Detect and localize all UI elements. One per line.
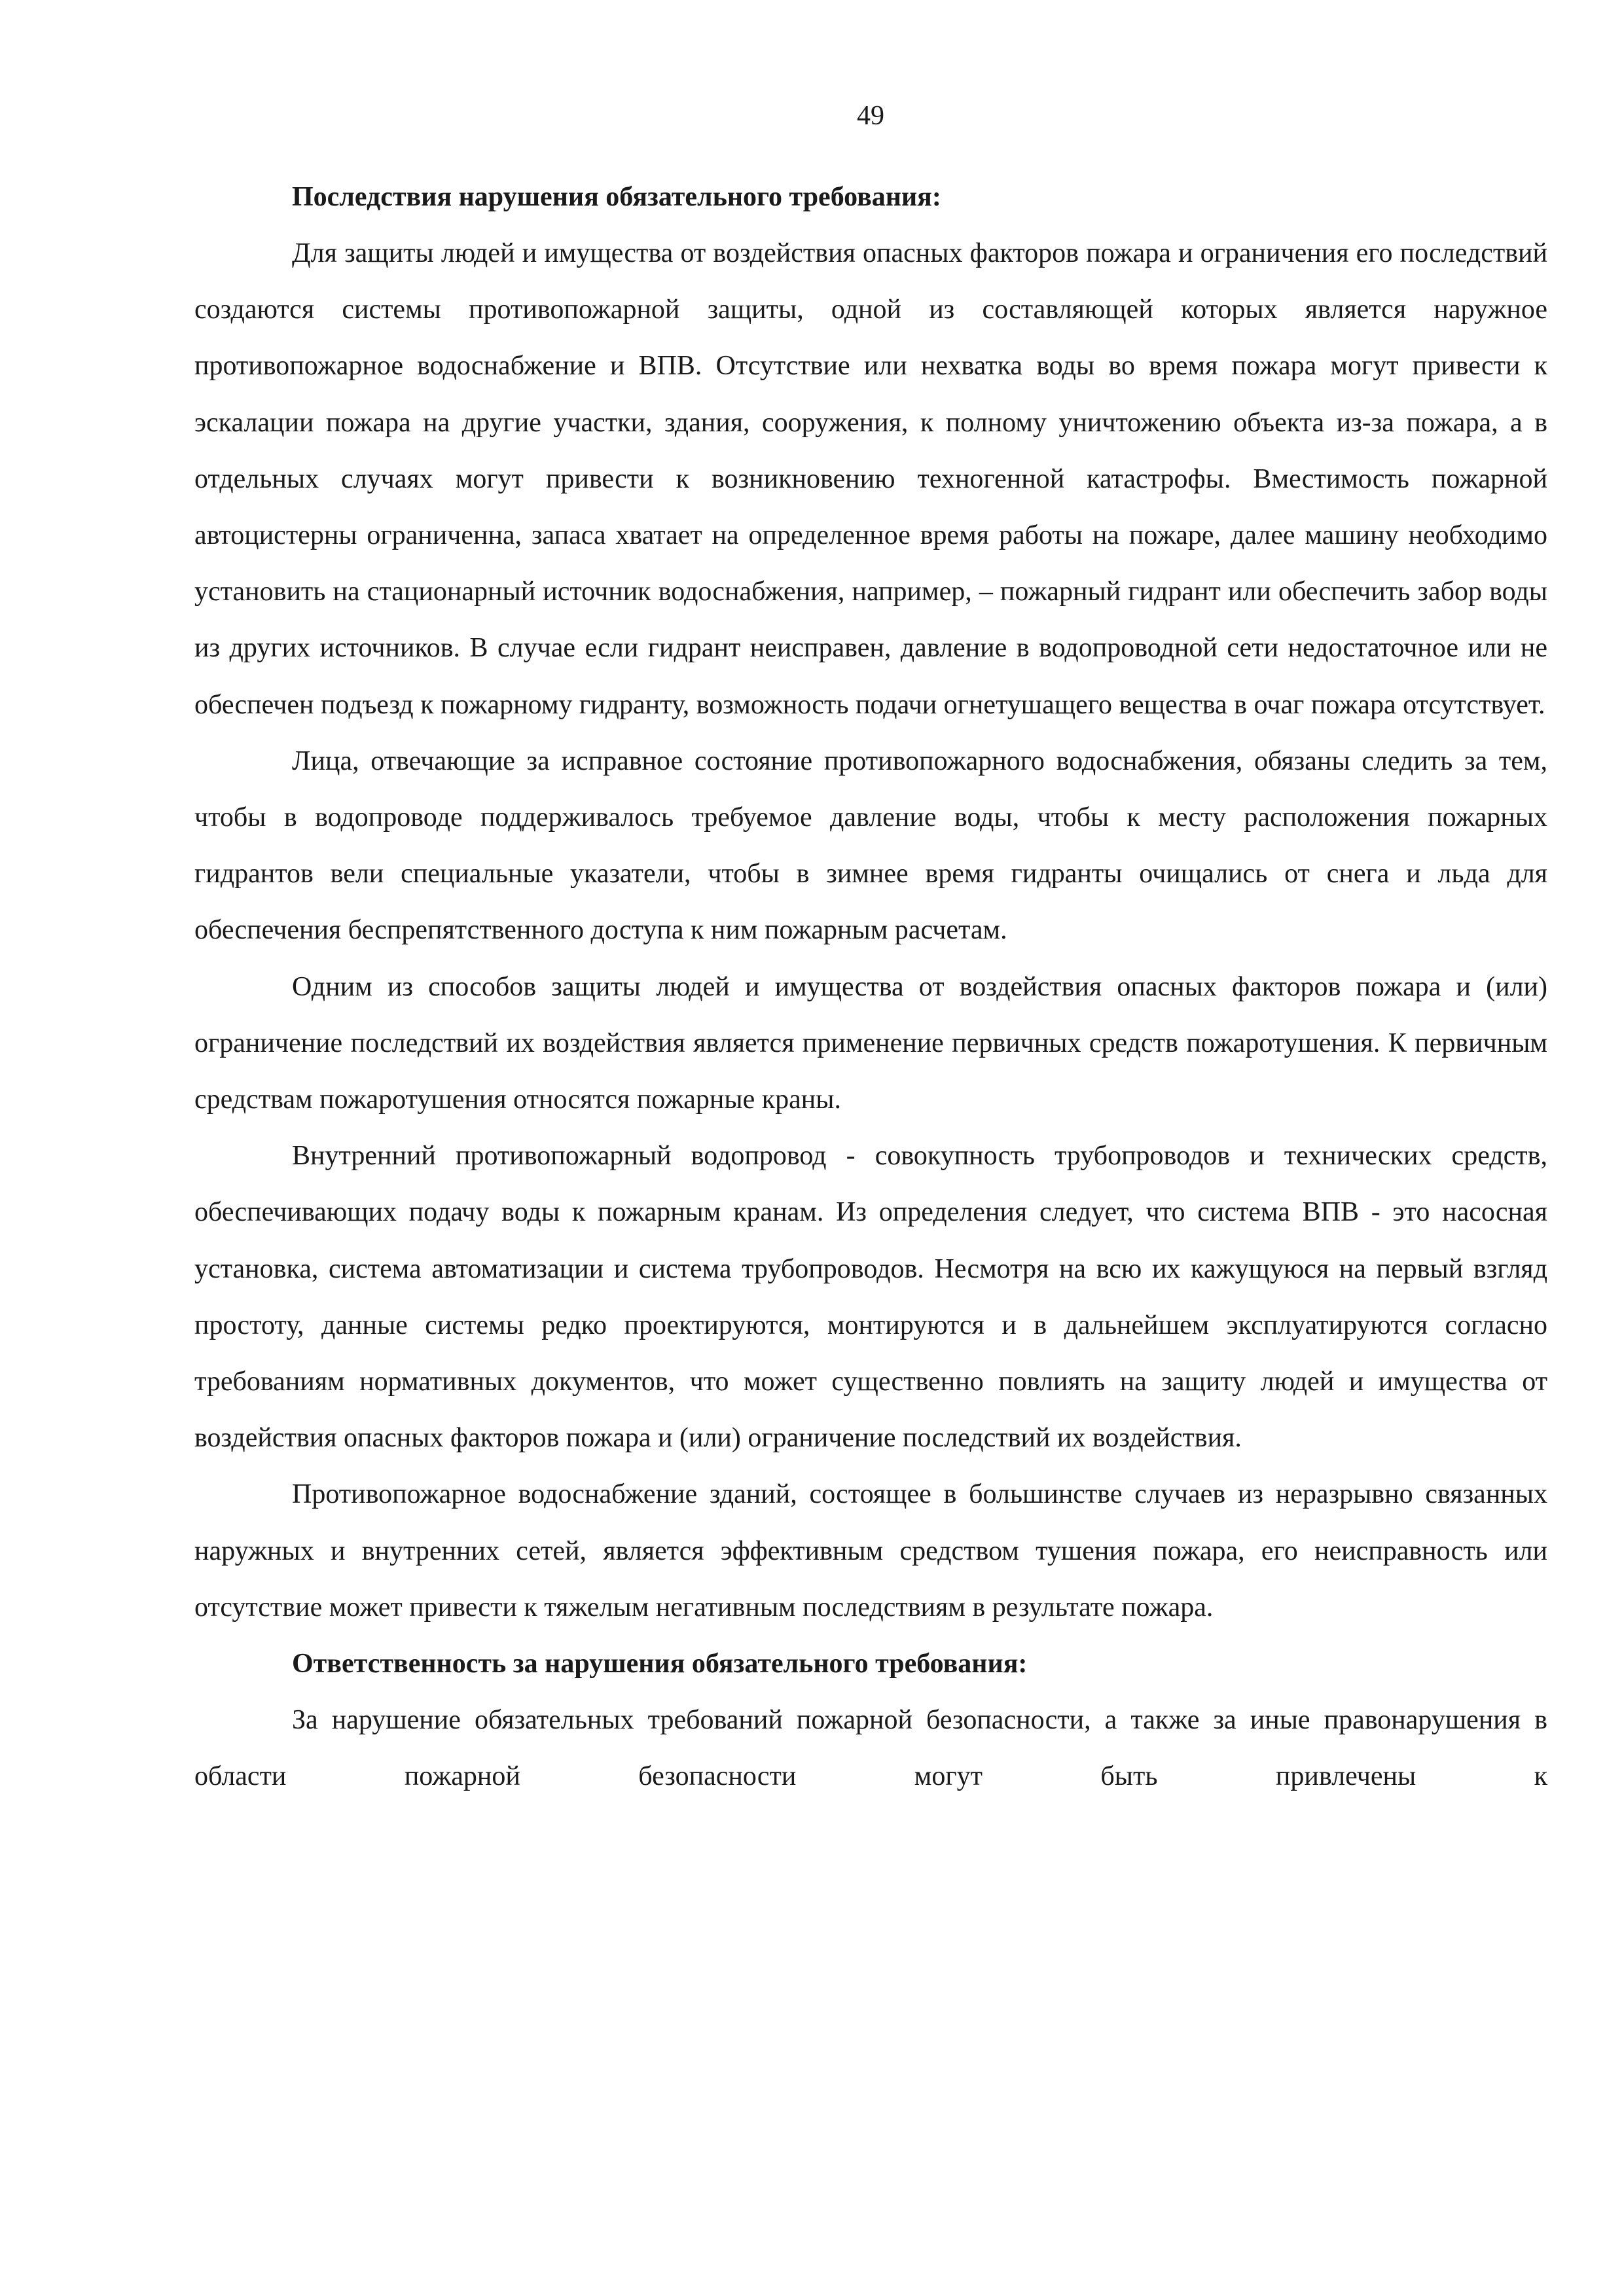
paragraph: Одним из способов защиты людей и имущества от воздействия опасных факторов пожара и (или) ограничение последствий их воздействия является применение первичных средств пожаротушения. К первичным средствам пожаротушения относятся пожарные краны. bbox=[194, 971, 1547, 1115]
paragraph: Для защиты людей и имущества от воздействия опасных факторов пожара и ограничения его последствий создаются системы противопожарной защиты, одной из составляющей которых является наружное противопожарное водоснабжение и ВПВ. Отсутствие или нехватка воды во время пожара могут привести к эскалации пожара на другие участки, здания, сооружения, к полному уничтожению объекта из-за пожара, а в отдельных случаях могут привести к возникновению техногенной катастрофы. Вместимость пожарной автоцистерны ограниченна, запаса хватает на определенное время работы на пожаре, далее машину необходимо установить на стационарный источник водоснабжения, например, – пожарный гидрант или обеспечить забор воды из других источников. В случае если гидрант неисправен, давление в водопроводной сети недостаточное или не обеспечен подъезд к пожарному гидранту, возможность подачи огнетушащего вещества в очаг пожара отсутствует. bbox=[194, 238, 1547, 720]
section-heading-consequences: Последствия нарушения обязательного требования: bbox=[292, 182, 941, 212]
page-number: 49 bbox=[857, 101, 884, 131]
paragraph: Противопожарное водоснабжение зданий, состоящее в большинстве случаев из неразрывно связанных наружных и внутренних сетей, является эффективным средством тушения пожара, его неисправность или отсутствие может привести к тяжелым негативным последствиям в результате пожара. bbox=[194, 1479, 1547, 1623]
document-body bbox=[194, 169, 1547, 1804]
section-heading-responsibility: Ответственность за нарушения обязательного требования: bbox=[292, 1649, 1028, 1679]
paragraph: За нарушение обязательных требований пожарной безопасности, а также за иные правонарушения в области пожарной безопасности могут быть привлечены к bbox=[194, 1705, 1547, 1792]
paragraph: Внутренний противопожарный водопровод - совокупность трубопроводов и технических средств, обеспечивающих подачу воды к пожарным кранам. Из определения следует, что система ВПВ - это насосная установка, система автоматизации и система трубопроводов. Несмотря на всю их кажущуюся на первый взгляд простоту, данные системы редко проектируются, монтируются и в дальнейшем эксплуатируются согласно требованиям нормативных документов, что может существенно повлиять на защиту людей и имущества от воздействия опасных факторов пожара и (или) ограничение последствий их воздействия. bbox=[194, 1141, 1547, 1454]
paragraph: Лица, отвечающие за исправное состояние противопожарного водоснабжения, обязаны следить за тем, чтобы в водопроводе поддерживалось требуемое давление воды, чтобы к месту расположения пожарных гидрантов вели специальные указатели, чтобы в зимнее время гидранты очищались от снега и льда для обеспечения беспрепятственного доступа к ним пожарным расчетам. bbox=[194, 745, 1547, 946]
